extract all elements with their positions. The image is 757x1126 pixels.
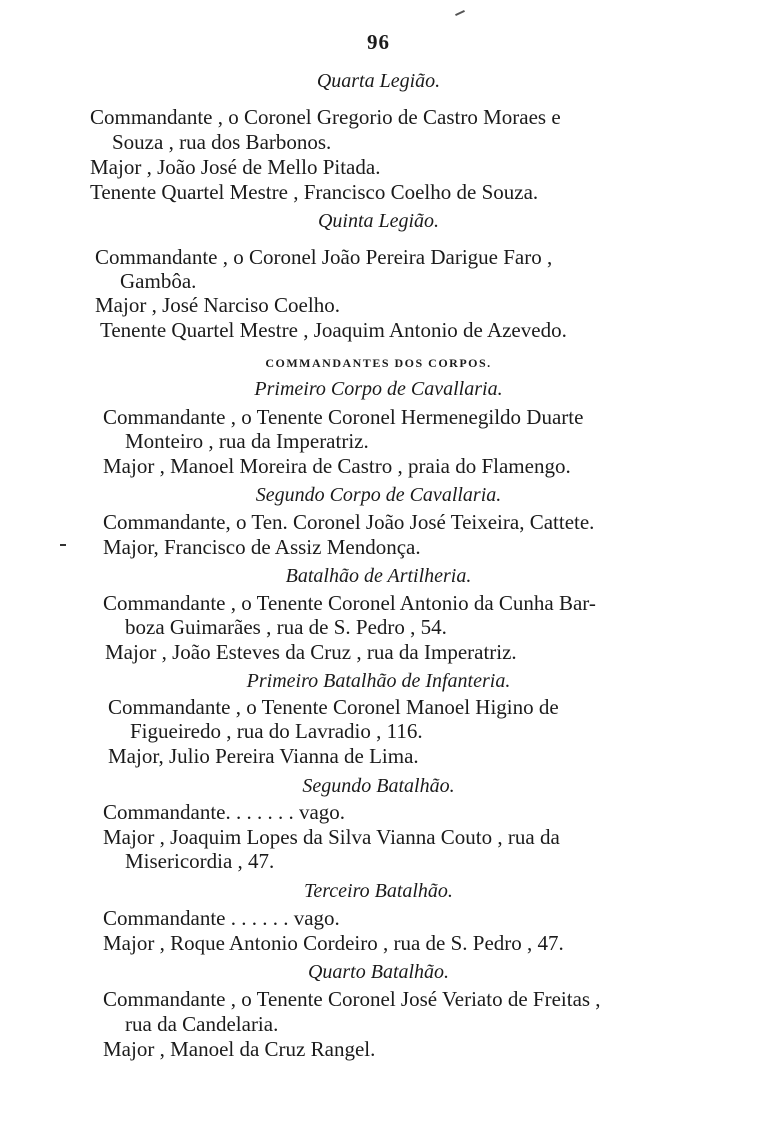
- heading-primeiro-batalhao-infanteria: Primeiro Batalhão de Infanteria.: [246, 670, 511, 692]
- heading-quinta-legiao: Quinta Legião.: [317, 210, 440, 232]
- heading-quarto-batalhao: Quarto Batalhão.: [307, 961, 450, 983]
- text-line: Commandante . . . . . . vago.: [103, 906, 340, 930]
- text-line: Major , João Esteves da Cruz , rua da Imperatriz.: [105, 640, 517, 664]
- text-line: rua da Candelaria.: [125, 1012, 279, 1036]
- text-line: Major, Julio Pereira Vianna de Lima.: [108, 744, 419, 768]
- heading-primeiro-corpo-cavallaria: Primeiro Corpo de Cavallaria.: [254, 378, 503, 400]
- text-line: Gambôa.: [120, 269, 197, 293]
- text-line: Commandante , o Tenente Coronel Manoel Higino de: [108, 695, 559, 719]
- text-line: Major, Francisco de Assiz Mendonça.: [103, 535, 421, 559]
- text-line: Major , Roque Antonio Cordeiro , rua de S. Pedro , 47.: [103, 931, 564, 955]
- text-line: Commandante. . . . . . . vago.: [103, 800, 346, 824]
- text-line: Commandante , o Tenente Coronel José Veriato de Freitas ,: [103, 987, 601, 1011]
- text-line: Commandante , o Tenente Coronel Hermenegildo Duarte: [103, 405, 584, 429]
- text-line: Commandante , o Tenente Coronel Antonio da Cunha Bar-: [103, 591, 596, 615]
- text-line: Tenente Quartel Mestre , Joaquim Antonio de Azevedo.: [100, 318, 567, 342]
- text-line: Figueiredo , rua do Lavradio , 116.: [130, 719, 423, 743]
- heading-segundo-corpo-cavallaria: Segundo Corpo de Cavallaria.: [255, 484, 502, 506]
- text-line: Major , Manoel Moreira de Castro , praia do Flamengo.: [103, 454, 571, 478]
- stray-mark: [455, 10, 465, 16]
- text-line: Misericordia , 47.: [125, 849, 275, 873]
- text-line: Souza , rua dos Barbonos.: [112, 130, 332, 154]
- heading-terceiro-batalhao: Terceiro Batalhão.: [304, 880, 453, 902]
- text-line: Commandante, o Ten. Coronel João José Teixeira, Cattete.: [103, 510, 595, 534]
- text-line: Major , João José de Mello Pitada.: [90, 155, 381, 179]
- heading-quarta-legiao: Quarta Legião.: [316, 70, 441, 92]
- text-line: Monteiro , rua da Imperatriz.: [125, 429, 369, 453]
- text-line: Major , Manoel da Cruz Rangel.: [103, 1037, 376, 1061]
- text-line: Commandante , o Coronel Gregorio de Castro Moraes e: [90, 105, 561, 129]
- text-line: Major , Joaquim Lopes da Silva Vianna Couto , rua da: [103, 825, 560, 849]
- page-number: 96: [367, 30, 390, 54]
- text-line: Tenente Quartel Mestre , Francisco Coelho de Souza.: [90, 180, 539, 204]
- heading-segundo-batalhao: Segundo Batalhão.: [302, 775, 455, 797]
- text-line: Major , José Narciso Coelho.: [95, 293, 340, 317]
- heading-commandantes-dos-corpos: COMMANDANTES DOS CORPOS.: [265, 356, 492, 370]
- text-line: boza Guimarães , rua de S. Pedro , 54.: [125, 615, 447, 639]
- margin-mark: [60, 544, 66, 546]
- text-line: Commandante , o Coronel João Pereira Darigue Faro ,: [95, 245, 553, 269]
- heading-batalhao-artilheria: Batalhão de Artilheria.: [285, 565, 472, 587]
